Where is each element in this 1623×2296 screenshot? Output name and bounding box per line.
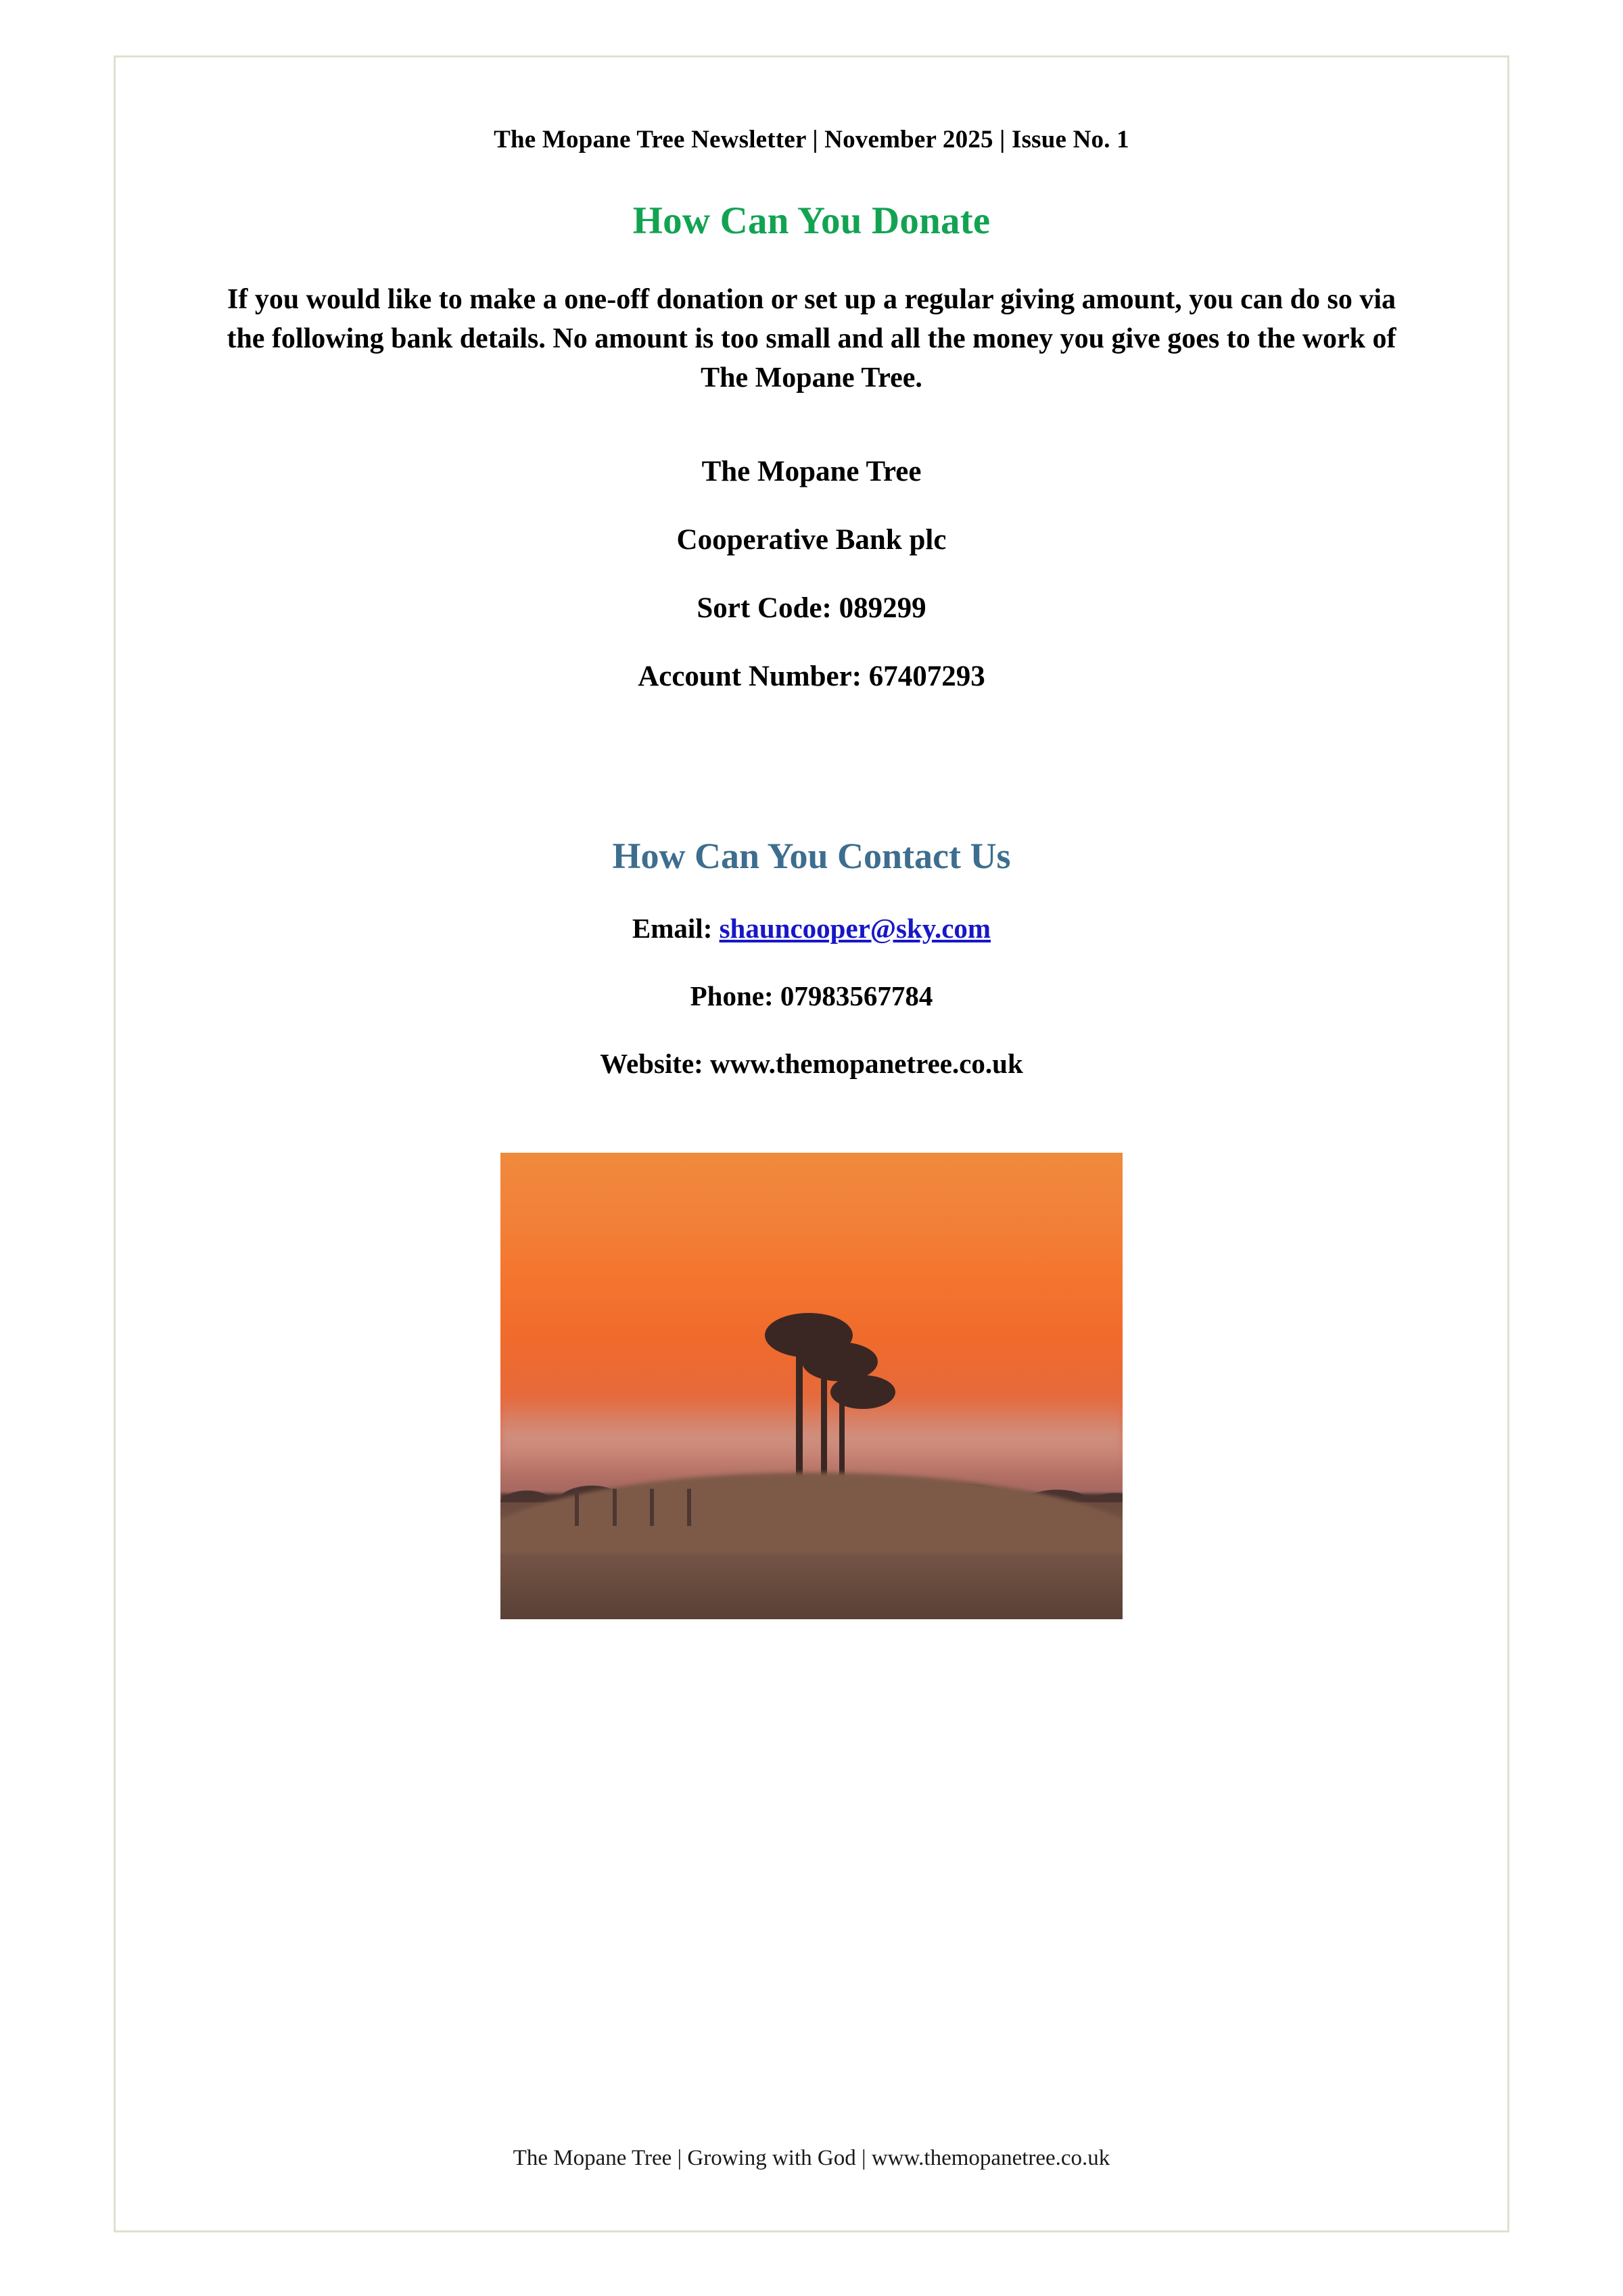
donate-intro-paragraph: If you would like to make a one-off donation or set up a regular giving amount, you can do so via the following bank details. No amount is too small and all the money you give goes to the work of The Mopane Tree. [227, 284, 1396, 393]
bank-detail-account-number: Account Number: 67407293 [638, 660, 985, 692]
photo-fence-post [650, 1489, 654, 1526]
newsletter-page [114, 55, 1509, 2232]
bank-detail-organisation: The Mopane Tree [701, 455, 922, 487]
contact-email-label: Email: [632, 912, 720, 944]
sunset-photo [500, 1153, 1123, 1619]
photo-fence-post [575, 1489, 579, 1526]
contact-website-line: Website: www.themopanetree.co.uk [600, 1047, 1023, 1079]
photo-palm-crown-right [830, 1375, 895, 1409]
contact-email-link[interactable]: shauncooper@sky.com [719, 912, 991, 944]
newsletter-masthead: The Mopane Tree Newsletter | November 2025 | Issue No. 1 [494, 126, 1129, 153]
contact-heading: How Can You Contact Us [612, 835, 1011, 876]
photo-fence-post [613, 1489, 617, 1526]
donate-heading: How Can You Donate [632, 199, 991, 242]
photo-container [197, 1153, 1426, 1619]
bank-detail-sort-code: Sort Code: 089299 [697, 592, 926, 624]
bank-detail-bank-name: Cooperative Bank plc [676, 523, 947, 556]
contact-email-line [197, 912, 1426, 944]
photo-fence-post [687, 1489, 691, 1526]
page-footer: The Mopane Tree | Growing with God | www.themopanetree.co.uk [513, 2146, 1110, 2170]
contact-phone-line: Phone: 07983567784 [690, 980, 933, 1011]
page-content [116, 57, 1507, 2230]
